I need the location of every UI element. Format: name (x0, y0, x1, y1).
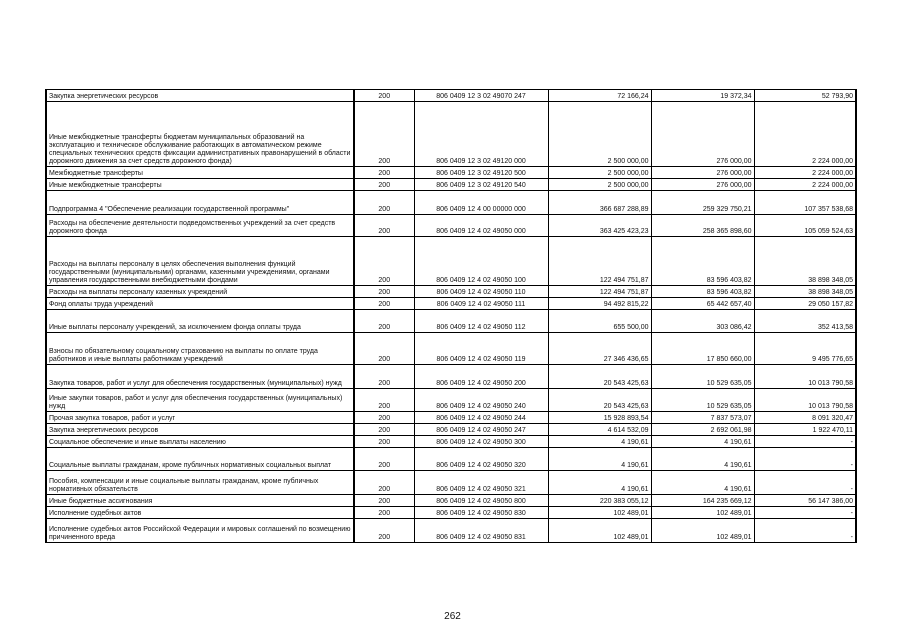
row-plan-amount-cell: 20 543 425,63 (548, 389, 651, 412)
row-executed-amount-cell: 276 000,00 (651, 179, 754, 191)
row-kbk-cell: 806 0409 12 4 02 49050 200 (414, 365, 548, 389)
table-row (46, 237, 856, 286)
table-row (46, 365, 856, 389)
row-remaining-amount-cell: 52 793,90 (754, 90, 856, 102)
row-remaining-amount-cell: 2 224 000,00 (754, 167, 856, 179)
row-kbk-cell: 806 0409 12 3 02 49120 540 (414, 179, 548, 191)
table-row (46, 519, 856, 543)
row-executed-amount-cell: 7 837 573,07 (651, 412, 754, 424)
row-kbk-cell: 806 0409 12 4 02 49050 240 (414, 389, 548, 412)
row-executed-amount-cell: 17 850 660,00 (651, 333, 754, 365)
row-code-cell: 200 (354, 507, 414, 519)
table-row (46, 412, 856, 424)
row-name-cell: Подпрограмма 4 "Обеспечение реализации государственной программы" (46, 191, 354, 215)
row-kbk-cell: 806 0409 12 3 02 49070 247 (414, 90, 548, 102)
row-kbk-cell: 806 0409 12 4 02 49050 111 (414, 298, 548, 310)
row-executed-amount-cell: 303 086,42 (651, 310, 754, 333)
row-plan-amount-cell: 363 425 423,23 (548, 215, 651, 237)
row-name-cell: Межбюджетные трансферты (46, 167, 354, 179)
row-kbk-cell: 806 0409 12 4 02 49050 244 (414, 412, 548, 424)
table-row (46, 90, 856, 102)
row-plan-amount-cell: 4 190,61 (548, 448, 651, 471)
row-plan-amount-cell: 15 928 893,54 (548, 412, 651, 424)
row-executed-amount-cell: 258 365 898,60 (651, 215, 754, 237)
row-name-cell: Иные выплаты персоналу учреждений, за исключением фонда оплаты труда (46, 310, 354, 333)
table-row (46, 167, 856, 179)
row-plan-amount-cell: 72 166,24 (548, 90, 651, 102)
row-code-cell: 200 (354, 167, 414, 179)
table-row (46, 333, 856, 365)
row-plan-amount-cell: 94 492 815,22 (548, 298, 651, 310)
row-remaining-amount-cell: - (754, 507, 856, 519)
row-plan-amount-cell: 102 489,01 (548, 519, 651, 543)
row-executed-amount-cell: 83 596 403,82 (651, 286, 754, 298)
row-plan-amount-cell: 4 190,61 (548, 471, 651, 495)
row-remaining-amount-cell: 107 357 538,68 (754, 191, 856, 215)
row-executed-amount-cell: 4 190,61 (651, 448, 754, 471)
row-executed-amount-cell: 102 489,01 (651, 519, 754, 543)
row-remaining-amount-cell: 2 224 000,00 (754, 179, 856, 191)
row-plan-amount-cell: 27 346 436,65 (548, 333, 651, 365)
row-remaining-amount-cell: 10 013 790,58 (754, 389, 856, 412)
table-row (46, 471, 856, 495)
table-row (46, 215, 856, 237)
row-kbk-cell: 806 0409 12 3 02 49120 000 (414, 102, 548, 167)
row-code-cell: 200 (354, 471, 414, 495)
row-code-cell: 200 (354, 179, 414, 191)
row-code-cell: 200 (354, 412, 414, 424)
row-executed-amount-cell: 276 000,00 (651, 102, 754, 167)
row-executed-amount-cell: 276 000,00 (651, 167, 754, 179)
row-kbk-cell: 806 0409 12 4 02 49050 112 (414, 310, 548, 333)
row-kbk-cell: 806 0409 12 4 02 49050 320 (414, 448, 548, 471)
row-executed-amount-cell: 164 235 669,12 (651, 495, 754, 507)
row-plan-amount-cell: 366 687 288,89 (548, 191, 651, 215)
row-code-cell: 200 (354, 90, 414, 102)
row-remaining-amount-cell: 8 091 320,47 (754, 412, 856, 424)
row-code-cell: 200 (354, 424, 414, 436)
row-kbk-cell: 806 0409 12 4 02 49050 110 (414, 286, 548, 298)
row-name-cell: Расходы на выплаты персоналу казенных учреждений (46, 286, 354, 298)
row-plan-amount-cell: 102 489,01 (548, 507, 651, 519)
row-kbk-cell: 806 0409 12 4 00 00000 000 (414, 191, 548, 215)
table-body (46, 90, 856, 543)
row-kbk-cell: 806 0409 12 3 02 49120 500 (414, 167, 548, 179)
row-kbk-cell: 806 0409 12 4 02 49050 800 (414, 495, 548, 507)
table-row (46, 436, 856, 448)
row-name-cell: Социальное обеспечение и иные выплаты населению (46, 436, 354, 448)
budget-execution-table (45, 89, 857, 543)
table-row (46, 310, 856, 333)
row-executed-amount-cell: 83 596 403,82 (651, 237, 754, 286)
page-number: 262 (444, 611, 461, 622)
row-name-cell: Закупка товаров, работ и услуг для обеспечения государственных (муниципальных) нужд (46, 365, 354, 389)
table-row (46, 286, 856, 298)
row-remaining-amount-cell: 105 059 524,63 (754, 215, 856, 237)
row-name-cell: Иные межбюджетные трансферты (46, 179, 354, 191)
row-name-cell: Пособия, компенсации и иные социальные выплаты гражданам, кроме публичных нормативных обязательств (46, 471, 354, 495)
row-executed-amount-cell: 65 442 657,40 (651, 298, 754, 310)
row-name-cell: Исполнение судебных актов Российской Федерации и мировых соглашений по возмещению причиненного вреда (46, 519, 354, 543)
row-executed-amount-cell: 19 372,34 (651, 90, 754, 102)
row-executed-amount-cell: 10 529 635,05 (651, 389, 754, 412)
table-row (46, 191, 856, 215)
row-name-cell: Иные межбюджетные трансферты бюджетам муниципальных образований на эксплуатацию и техническое обслуживание работающих в автоматическом режиме специальных технических средств фиксации административных правонарушений в области дорожного движения за счет средств дорожного фонда) (46, 102, 354, 167)
row-kbk-cell: 806 0409 12 4 02 49050 300 (414, 436, 548, 448)
row-name-cell: Расходы на выплаты персоналу в целях обеспечения выполнения функций государственными (муниципальными) органами, казенными учреждениями, органами управления государственными внебюджетными фондами (46, 237, 354, 286)
row-kbk-cell: 806 0409 12 4 02 49050 000 (414, 215, 548, 237)
row-name-cell: Социальные выплаты гражданам, кроме публичных нормативных социальных выплат (46, 448, 354, 471)
row-executed-amount-cell: 4 190,61 (651, 471, 754, 495)
row-code-cell: 200 (354, 389, 414, 412)
row-remaining-amount-cell: - (754, 471, 856, 495)
row-code-cell: 200 (354, 102, 414, 167)
row-plan-amount-cell: 4 190,61 (548, 436, 651, 448)
row-code-cell: 200 (354, 310, 414, 333)
row-name-cell: Расходы на обеспечение деятельности подведомственных учреждений за счет средств дорожного фонда (46, 215, 354, 237)
row-code-cell: 200 (354, 333, 414, 365)
row-remaining-amount-cell: 2 224 000,00 (754, 102, 856, 167)
row-code-cell: 200 (354, 436, 414, 448)
row-remaining-amount-cell: 38 898 348,05 (754, 286, 856, 298)
row-remaining-amount-cell: - (754, 436, 856, 448)
row-kbk-cell: 806 0409 12 4 02 49050 119 (414, 333, 548, 365)
row-executed-amount-cell: 102 489,01 (651, 507, 754, 519)
row-executed-amount-cell: 259 329 750,21 (651, 191, 754, 215)
row-remaining-amount-cell: 56 147 386,00 (754, 495, 856, 507)
row-remaining-amount-cell: 29 050 157,82 (754, 298, 856, 310)
row-kbk-cell: 806 0409 12 4 02 49050 247 (414, 424, 548, 436)
row-executed-amount-cell: 10 529 635,05 (651, 365, 754, 389)
row-kbk-cell: 806 0409 12 4 02 49050 830 (414, 507, 548, 519)
row-kbk-cell: 806 0409 12 4 02 49050 321 (414, 471, 548, 495)
table-row (46, 389, 856, 412)
row-kbk-cell: 806 0409 12 4 02 49050 831 (414, 519, 548, 543)
row-code-cell: 200 (354, 365, 414, 389)
table-row (46, 495, 856, 507)
row-code-cell: 200 (354, 191, 414, 215)
table-row (46, 179, 856, 191)
table-row (46, 507, 856, 519)
row-name-cell: Фонд оплаты труда учреждений (46, 298, 354, 310)
table-row (46, 298, 856, 310)
row-remaining-amount-cell: 1 922 470,11 (754, 424, 856, 436)
row-remaining-amount-cell: - (754, 519, 856, 543)
row-remaining-amount-cell: - (754, 448, 856, 471)
row-plan-amount-cell: 4 614 532,09 (548, 424, 651, 436)
row-name-cell: Закупка энергетических ресурсов (46, 424, 354, 436)
row-kbk-cell: 806 0409 12 4 02 49050 100 (414, 237, 548, 286)
row-name-cell: Прочая закупка товаров, работ и услуг (46, 412, 354, 424)
row-code-cell: 200 (354, 495, 414, 507)
row-plan-amount-cell: 655 500,00 (548, 310, 651, 333)
row-code-cell: 200 (354, 215, 414, 237)
row-remaining-amount-cell: 10 013 790,58 (754, 365, 856, 389)
row-executed-amount-cell: 2 692 061,98 (651, 424, 754, 436)
row-code-cell: 200 (354, 448, 414, 471)
row-name-cell: Иные бюджетные ассигнования (46, 495, 354, 507)
row-plan-amount-cell: 2 500 000,00 (548, 167, 651, 179)
row-plan-amount-cell: 2 500 000,00 (548, 179, 651, 191)
row-name-cell: Исполнение судебных актов (46, 507, 354, 519)
row-plan-amount-cell: 220 383 055,12 (548, 495, 651, 507)
row-code-cell: 200 (354, 286, 414, 298)
row-code-cell: 200 (354, 298, 414, 310)
row-plan-amount-cell: 122 494 751,87 (548, 286, 651, 298)
row-name-cell: Иные закупки товаров, работ и услуг для обеспечения государственных (муниципальных) нужд (46, 389, 354, 412)
row-plan-amount-cell: 122 494 751,87 (548, 237, 651, 286)
row-code-cell: 200 (354, 237, 414, 286)
row-name-cell: Взносы по обязательному социальному страхованию на выплаты по оплате труда работников и иные выплаты работникам учреждений (46, 333, 354, 365)
row-remaining-amount-cell: 38 898 348,05 (754, 237, 856, 286)
table-row (46, 448, 856, 471)
table-row (46, 102, 856, 167)
row-plan-amount-cell: 20 543 425,63 (548, 365, 651, 389)
row-executed-amount-cell: 4 190,61 (651, 436, 754, 448)
row-remaining-amount-cell: 9 495 776,65 (754, 333, 856, 365)
row-code-cell: 200 (354, 519, 414, 543)
row-remaining-amount-cell: 352 413,58 (754, 310, 856, 333)
table-row (46, 424, 856, 436)
row-name-cell: Закупка энергетических ресурсов (46, 90, 354, 102)
row-plan-amount-cell: 2 500 000,00 (548, 102, 651, 167)
